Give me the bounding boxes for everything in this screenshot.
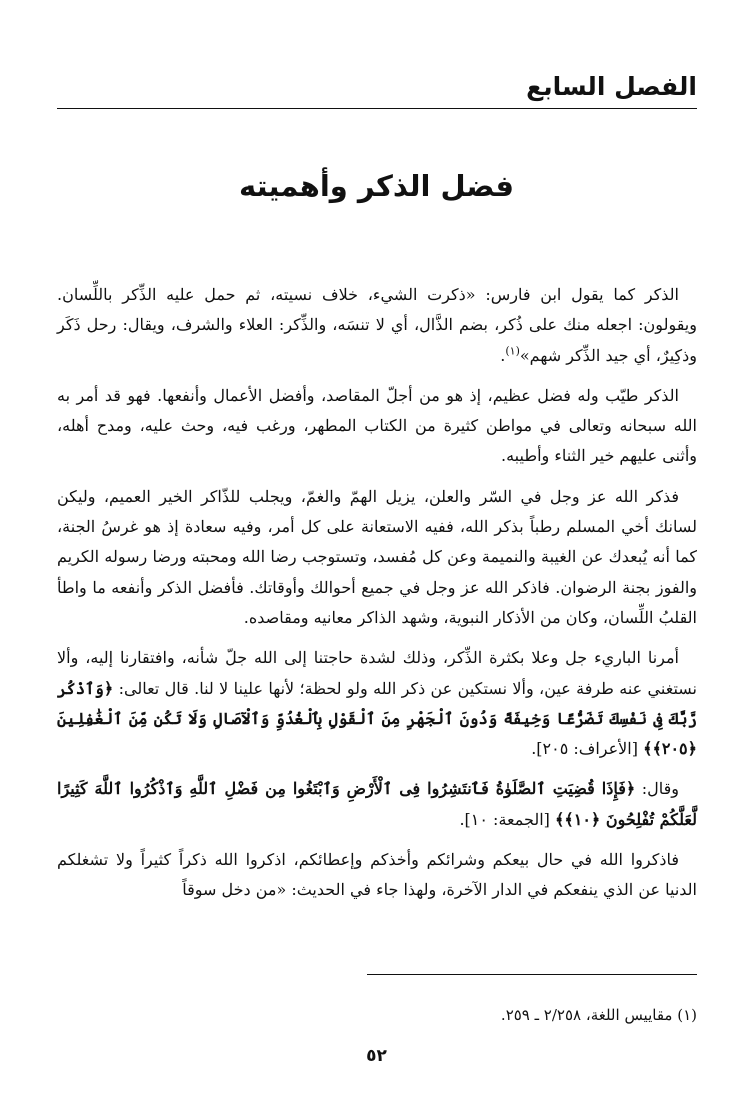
paragraph-text: الذكر كما يقول ابن فارس: «ذكرت الشيء، خلاف نسيته، ثم حمل عليه الذِّكر باللِّسان. ويقولون: اجعله منك على ذُكر، بضم الذَّال، أي لا تنسَه، والذِّكر: العلاء والشرف، ويقال: رحل ذَكَر وذكِيرٌ، أي جيد الذِّكر شهم» <box>57 285 697 365</box>
paragraph <box>57 482 697 633</box>
paragraph-end: . <box>500 345 506 365</box>
quran-verse: ﴿وَٱذْكُر رَّبَّكَ فِى نَفْسِكَ تَضَرُّعًا وَخِيفَةً وَدُونَ ٱلْجَهْرِ مِنَ ٱلْقَوْلِ بِٱلْغُدُوِّ وَٱلْآصَالِ وَلَا تَكُن مِّنَ ٱلْغَٰفِلِينَ ﴿٢٠٥﴾﴾ <box>57 678 697 759</box>
paragraph <box>57 280 697 371</box>
paragraph-text: أمرنا الباريء جل وعلا بكثرة الذِّكر، وذلك لشدة حاجتنا إلى الله جلّ شأنه، وافتقارنا إليه، وألا نستغني عنه طرفة عين، وألا نستكين عن ذكر الله ولو لحظة؛ لأنها علينا لا لنا. <box>57 648 697 698</box>
verse-reference: [الأعراف: ٢٠٥]. <box>531 739 638 759</box>
footnote-marker: (١) <box>505 344 520 358</box>
chapter-divider <box>57 108 697 109</box>
chapter-title: الفصل السابع <box>526 72 697 101</box>
chapter-header <box>57 70 697 110</box>
paragraph-text: فاذكروا الله في حال بيعكم وشرائكم وأخذكم وإعطائكم، اذكروا الله ذكراً كثيراً ولا تشغلكم الدنيا عن الذي ينفعكم في الدار الآخرة، ولهذا جاء في الحديث: «من دخل سوقاً <box>57 850 697 900</box>
page-number: ٥٢ <box>366 1046 387 1066</box>
verse-intro: قال تعالى: <box>118 678 189 698</box>
paragraph-text: فذكر الله عز وجل في السّر والعلن، يزيل الهمّ والغمّ، ويجلب للذّاكر الخير العميم، وليكن لسانك أخي المسلم رطباً بذكر الله، ففيه الاستعانة على كل أمر، وفيه سعادة إذ هو غرسُ الجنة، كما أنه يُبعدك عن الغيبة والنميمة وعن كل مُفسد، وتستوجب رضا الله ومحبته ورضا رسوله الكريم والفوز بجنة الرضوان. فاذكر الله عز وجل في جميع أحوالك وأوقاتك. فأفضل الذكر وأنفعه ما واطأ القلبُ اللِّسان، وكان من الأذكار النبوية، وشهد الذاكر معانيه ومقاصده. <box>57 486 697 627</box>
body-text <box>57 280 697 916</box>
paragraph <box>57 845 697 906</box>
verse-reference: [الجمعة: ١٠]. <box>459 809 550 829</box>
paragraph-text: الذكر طيّب وله فضل عظيم، إذ هو من أجلّ المقاصد، وأفضل الأعمال وأنفعها. فهو قد أمر به الله سبحانه وتعالى في مواطن كثيرة من الكتاب المطهر، ورغب فيه، وحث عليه، ومدح أهله، وأثنى عليهم خير الثناء وأطيبه. <box>57 385 697 466</box>
paragraph <box>57 381 697 472</box>
section-title: فضل الذكر وأهميته <box>239 169 514 203</box>
footnote-divider <box>367 974 697 975</box>
verse-intro: وقال: <box>641 779 680 799</box>
paragraph <box>57 643 697 764</box>
footnote: (١) مقاييس اللغة، ٢/٢٥٨ ـ ٢٥٩. <box>500 1006 697 1024</box>
paragraph <box>57 774 697 835</box>
quran-verse: ﴿فَإِذَا قُضِيَتِ ٱلصَّلَوٰةُ فَٱنتَشِرُوا فِى ٱلْأَرْضِ وَٱبْتَغُوا مِن فَضْلِ ٱللَّهِ وَٱذْكُرُوا ٱللَّهَ كَثِيرًا لَّعَلَّكُمْ تُفْلِحُونَ ﴿١٠﴾﴾ <box>57 779 697 829</box>
